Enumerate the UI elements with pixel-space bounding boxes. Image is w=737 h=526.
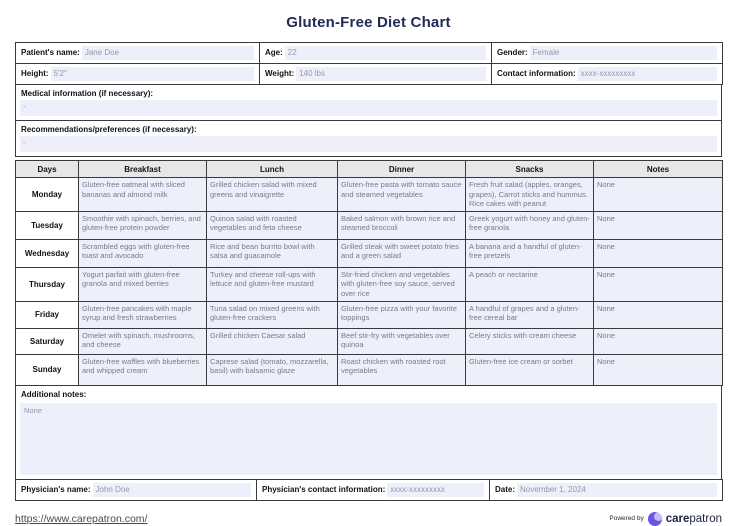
physician-info-table — [15, 479, 723, 501]
table-row-monday — [16, 178, 723, 212]
medical-info-label: Medical information (if necessary): — [21, 89, 154, 98]
recommendations-label: Recommendations/preferences (if necessary): — [21, 125, 197, 134]
dinner-cell[interactable]: Gluten-free pasta with tomato sauce and steamed vegetables — [338, 178, 466, 212]
additional-notes-field[interactable]: None — [20, 403, 717, 475]
gender-label: Gender: — [497, 48, 528, 57]
lunch-cell[interactable]: Tuna salad on mixed greens with gluten-free crackers — [207, 301, 338, 328]
snacks-cell[interactable]: Gluten-free ice cream or sorbet — [466, 354, 594, 385]
lunch-cell[interactable]: Grilled chicken salad with mixed greens and vinaigrette — [207, 178, 338, 212]
snacks-cell[interactable]: Celery sticks with cream cheese — [466, 328, 594, 354]
date-label: Date: — [495, 484, 516, 494]
powered-by-label: Powered by — [609, 515, 644, 523]
age-label: Age: — [265, 48, 283, 57]
snacks-cell[interactable]: A handful of grapes and a gluten-free cereal bar — [466, 301, 594, 328]
table-row — [16, 43, 723, 64]
weight-field[interactable]: 140 lbs — [296, 67, 486, 81]
powered-by-badge — [609, 512, 722, 526]
notes-cell[interactable]: None — [594, 328, 723, 354]
patient-name-cell — [16, 43, 260, 64]
breakfast-cell[interactable]: Yogurt parfait with gluten-free granola and mixed berries — [79, 267, 207, 301]
contact-info-cell — [492, 64, 723, 85]
breakfast-cell[interactable]: Gluten-free waffles with blueberries and whipped cream — [79, 354, 207, 385]
height-cell — [16, 64, 260, 85]
dinner-cell[interactable]: Grilled steak with sweet potato fries and a green salad — [338, 239, 466, 267]
lunch-cell[interactable]: Turkey and cheese roll-ups with lettuce and gluten-free mustard — [207, 267, 338, 301]
notes-cell[interactable]: None — [594, 267, 723, 301]
dinner-cell[interactable]: Beef stir-fry with vegetables over quinoa — [338, 328, 466, 354]
physician-contact-field[interactable]: xxxx-xxxxxxxxx — [387, 483, 484, 497]
breakfast-cell[interactable]: Smoothie with spinach, berries, and gluten-free protein powder — [79, 211, 207, 239]
table-row-friday — [16, 301, 723, 328]
day-label: Wednesday — [16, 239, 79, 267]
physician-name-label: Physician's name: — [21, 484, 91, 494]
patient-info-table — [15, 42, 723, 85]
diet-chart-table — [15, 160, 723, 386]
gender-field[interactable]: Female — [530, 46, 717, 60]
table-row-sunday — [16, 354, 723, 385]
table-row-tuesday — [16, 211, 723, 239]
carepatron-link[interactable]: https://www.carepatron.com/ — [15, 512, 148, 525]
breakfast-cell[interactable]: Gluten-free pancakes with maple syrup and fresh strawberries — [79, 301, 207, 328]
page-title: Gluten-Free Diet Chart — [286, 14, 451, 31]
day-label: Sunday — [16, 354, 79, 385]
dinner-cell[interactable]: Baked salmon with brown rice and steamed broccoli — [338, 211, 466, 239]
snacks-cell[interactable]: Greek yogurt with honey and gluten-free granola — [466, 211, 594, 239]
additional-notes-label: Additional notes: — [21, 389, 87, 399]
header-snacks: Snacks — [466, 161, 594, 178]
lunch-cell[interactable]: Quinoa salad with roasted vegetables and feta cheese — [207, 211, 338, 239]
day-label: Saturday — [16, 328, 79, 354]
gender-cell — [492, 43, 723, 64]
height-field[interactable]: 5'2" — [51, 67, 254, 81]
height-label: Height: — [21, 69, 49, 78]
footer — [15, 512, 722, 526]
patient-name-field[interactable]: Jane Doe — [82, 46, 254, 60]
snacks-cell[interactable]: A banana and a handful of gluten-free pretzels — [466, 239, 594, 267]
additional-notes-section — [15, 385, 722, 480]
header-notes: Notes — [594, 161, 723, 178]
age-cell — [260, 43, 492, 64]
lunch-cell[interactable]: Caprese salad (tomato, mozzarella, basil) with balsamic glaze — [207, 354, 338, 385]
recommendations-field[interactable]: - — [20, 136, 717, 152]
day-label: Monday — [16, 178, 79, 212]
table-header-row — [16, 161, 723, 178]
physician-name-field[interactable]: John Doe — [93, 483, 252, 497]
physician-name-cell — [16, 479, 257, 500]
weight-cell — [260, 64, 492, 85]
header-breakfast: Breakfast — [79, 161, 207, 178]
dinner-cell[interactable]: Stir-fried chicken and vegetables with gluten-free soy sauce, served over rice — [338, 267, 466, 301]
notes-cell[interactable]: None — [594, 178, 723, 212]
carepatron-brand — [666, 513, 722, 525]
table-row — [16, 64, 723, 85]
breakfast-cell[interactable]: Scrambled eggs with gluten-free toast and avocado — [79, 239, 207, 267]
weight-label: Weight: — [265, 69, 295, 78]
table-row-wednesday — [16, 239, 723, 267]
notes-cell[interactable]: None — [594, 211, 723, 239]
notes-cell[interactable]: None — [594, 301, 723, 328]
lunch-cell[interactable]: Grilled chicken Caesar salad — [207, 328, 338, 354]
contact-info-label: Contact information: — [497, 69, 576, 78]
date-cell — [490, 479, 723, 500]
contact-info-field[interactable]: xxxx-xxxxxxxxx — [578, 67, 717, 81]
day-label: Friday — [16, 301, 79, 328]
table-row-thursday — [16, 267, 723, 301]
dinner-cell[interactable]: Roast chicken with roasted root vegetables — [338, 354, 466, 385]
header-lunch: Lunch — [207, 161, 338, 178]
breakfast-cell[interactable]: Gluten-free oatmeal with sliced bananas and almond milk — [79, 178, 207, 212]
dinner-cell[interactable]: Gluten-free pizza with your favorite toppings — [338, 301, 466, 328]
table-row — [16, 479, 723, 500]
header-dinner: Dinner — [338, 161, 466, 178]
breakfast-cell[interactable]: Omelet with spinach, mushrooms, and cheese — [79, 328, 207, 354]
snacks-cell[interactable]: Fresh fruit salad (apples, oranges, grapes), Carrot sticks and hummus. Rice cakes with peanut — [466, 178, 594, 212]
notes-cell[interactable]: None — [594, 239, 723, 267]
medical-info-section — [15, 84, 722, 121]
date-field[interactable]: November 1, 2024 — [517, 483, 717, 497]
header-days: Days — [16, 161, 79, 178]
document-page — [15, 0, 722, 526]
brand-text-regular: patron — [689, 512, 722, 525]
snacks-cell[interactable]: A peach or nectarine — [466, 267, 594, 301]
lunch-cell[interactable]: Rice and bean burrito bowl with salsa and guacamole — [207, 239, 338, 267]
day-label: Tuesday — [16, 211, 79, 239]
recommendations-section — [15, 120, 722, 157]
patient-name-label: Patient's name: — [21, 48, 80, 57]
notes-cell[interactable]: None — [594, 354, 723, 385]
medical-info-field[interactable]: - — [20, 100, 717, 116]
carepatron-logo-icon — [648, 512, 662, 526]
table-row-saturday — [16, 328, 723, 354]
day-label: Thursday — [16, 267, 79, 301]
brand-text-bold: care — [665, 512, 690, 525]
age-field[interactable]: 22 — [285, 46, 486, 60]
physician-contact-cell — [257, 479, 490, 500]
physician-contact-label: Physician's contact information: — [262, 484, 386, 494]
